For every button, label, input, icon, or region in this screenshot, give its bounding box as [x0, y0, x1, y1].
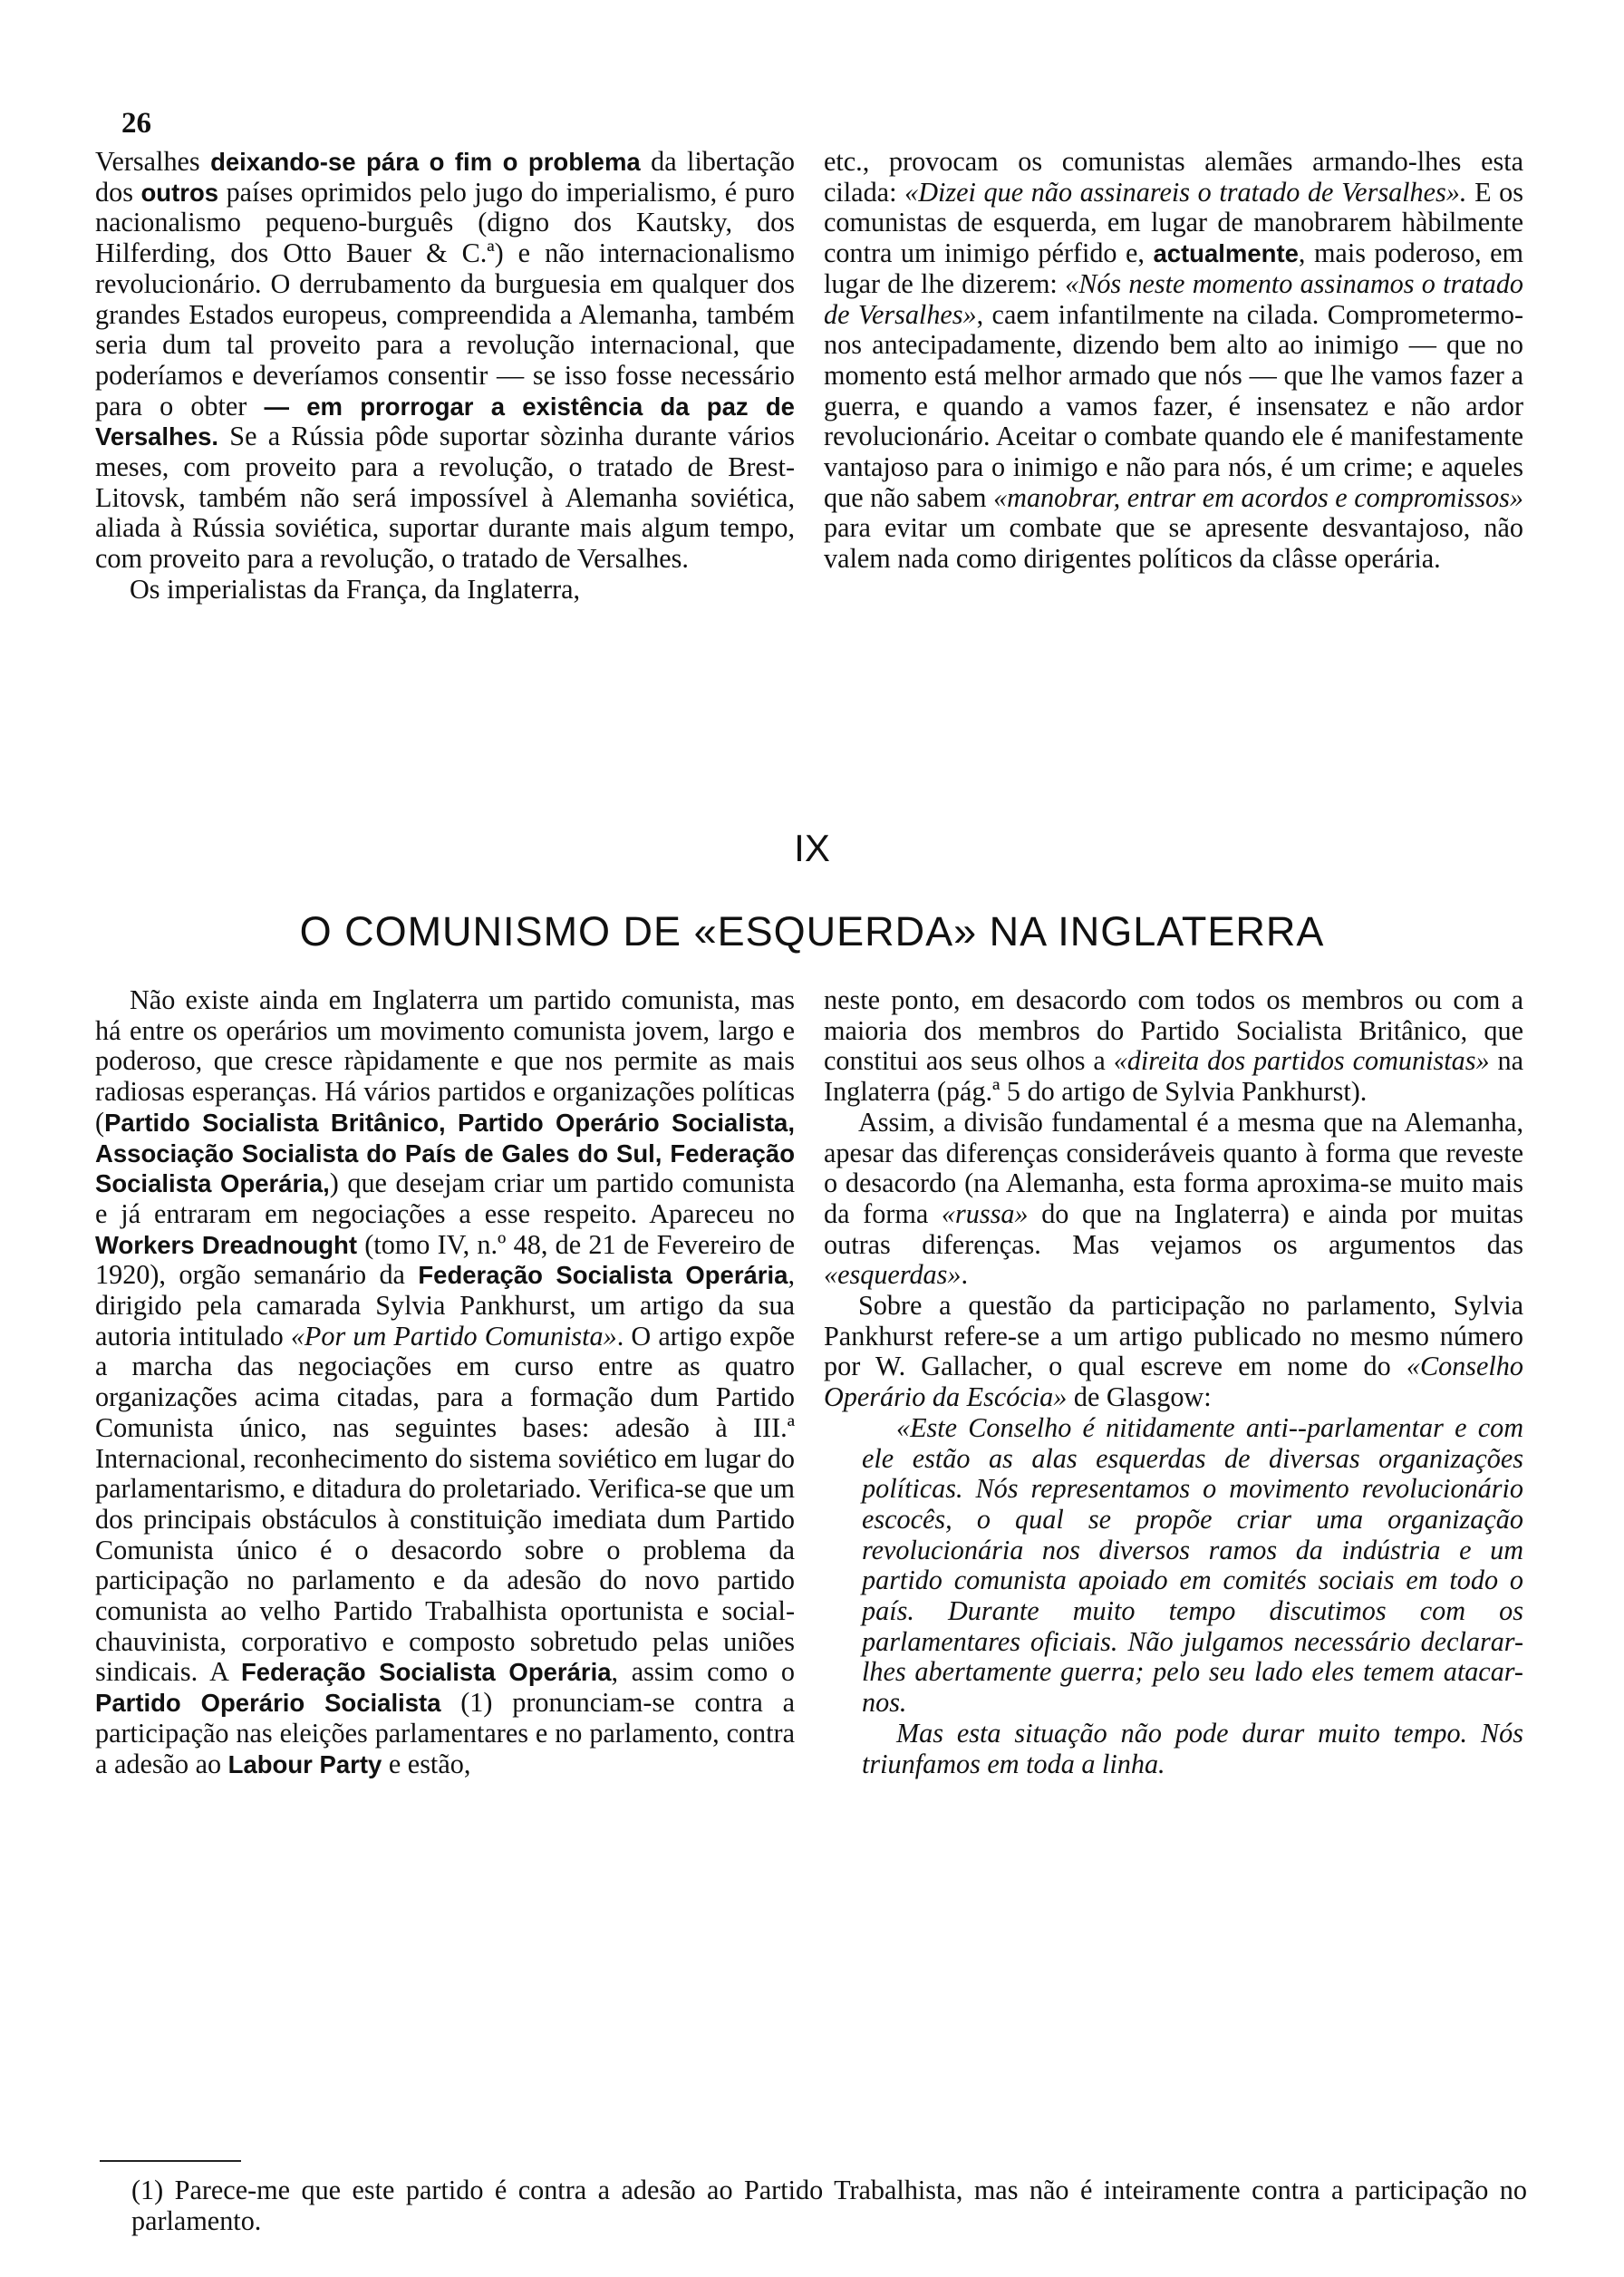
bold-text: — em prorrogar a existência da paz de Versalhes. [95, 392, 795, 451]
paragraph [95, 147, 795, 575]
text-run: E os comunistas de esquerda, em lugar de manobrarem hàbilmente contra um inimigo pérfido e, [824, 176, 1524, 269]
column-right-bottom [824, 985, 1523, 1779]
italic-text: «Conselho Operário da Escócia» [824, 1351, 1523, 1413]
italic-text: «Dizei que não assinareis o tratado de Versalhes». [904, 176, 1467, 208]
text-run: e estão, [382, 1748, 471, 1779]
italic-text: «Nós neste momento assinamos o tratado de Versalhes» [824, 267, 1524, 330]
text-run: neste ponto, em desacordo com todos os membros ou com a maioria dos membros do Partido Socialista Britânico, que constitui aos seus olhos a [824, 984, 1523, 1077]
paragraph [824, 1108, 1523, 1291]
italic-text: «russa» [941, 1197, 1029, 1229]
paragraph [95, 985, 795, 1779]
footnote-rule [100, 2160, 241, 2162]
page-number: 26 [121, 107, 151, 140]
bold-text: Federação Socialista Operária [240, 1658, 612, 1687]
column-left-bottom [95, 985, 795, 1779]
text-run: para evitar um combate que se apresente desvantajoso, não valem nada como dirigentes políticos da clâsse operária. [824, 512, 1523, 575]
quote-paragraph: «Este Conselho é nitidamente anti--parlamentar e com ele estão as alas esquerdas de diversas organizações políticas. Nós representamos o movimento revolucionário escocês, o qual se propõe criar uma organização revolucionária nos diversos ramos da indústria e um partido comunista apoiado em comités sociais em todo o país. Durante muito tempo discutimos com os parlamentares oficiais. Não julgamos necessário declarar-lhes abertamente guerra; pelo seu lado eles temem atacar-nos. [862, 1411, 1523, 1719]
text-run: Não existe ainda em Inglaterra um partido comunista, mas há entre os operários um movimento comunista jovem, largo e poderoso, que cresce ràpidamente e que nos permite as mais radiosas esperanças. Há vários partidos e organizações políticas ( [95, 984, 795, 1138]
italic-text: «direita dos partidos comunistas» [1113, 1045, 1490, 1077]
column-right-top [824, 147, 1523, 575]
text-run: , caem infantilmente na cilada. Comprometermo-nos antecipadamente, dizendo bem alto ao inimigo — que no momento está melhor armado que nós — que lhe vamos fazer a guerra, e quando a vamos fazer, é insensatez e não ardor revolucionário. Aceitar o combate quando ele é manifestamente vantajoso para o inimigo e não para nós, é um crime; e aqueles que não sabem [824, 298, 1523, 513]
italic-text: «manobrar, entrar em acordos e compromissos» [993, 481, 1524, 513]
text-run: etc., provocam os comunistas alemães armando-lhes esta cilada: [824, 146, 1523, 208]
bold-text: Labour Party [227, 1749, 382, 1778]
bold-text: actualmente [1153, 239, 1299, 268]
bold-text: Partido Socialista Britânico, Partido Operário Socialista, Associação Socialista do País de Gales do Sul, Federação Socialista Operária, [95, 1108, 795, 1198]
text-run: do que na Inglaterra) e ainda por muitas outras diferenças. Mas vejamos os argumentos das [824, 1197, 1523, 1260]
text-run: , mais poderoso, em lugar de lhe dizerem: [824, 237, 1524, 299]
chapter-number: IX [794, 827, 830, 869]
text-run: , dirigido pela camarada Sylvia Pankhurst, um artigo da sua autoria intitulado [95, 1259, 795, 1352]
bold-text: Federação Socialista Operária [418, 1261, 788, 1290]
bold-text: outros [140, 178, 219, 207]
text-run: . O artigo expõe a marcha das negociações em curso entre as quatro organizações acima citadas, para a formação dum Partido Comunista único, nas seguintes bases: adesão à III.ª Internacional, reconhecimento do sistema soviético em lugar do parlamentarismo, e ditadura do proletariado. Verifica-se que um dos principais obstáculos à constituição imediata dum Partido Comunista único é o desacordo sobre o problema da participação no parlamento e da adesão do novo partido comunista ao velho Partido Trabalhista oportunista e social-chauvinista, corporativo e composto sobretudo pelas uniões sindicais. A [95, 1320, 795, 1688]
text-run: Sobre a questão da participação no parlamento, Sylvia Pankhurst refere-se a um artigo publicado no mesmo número por W. Gallacher, o qual escreve em nome do [824, 1290, 1523, 1382]
quote-paragraph: Mas esta situação não pode durar muito tempo. Nós triunfamos em toda a linha. [862, 1717, 1523, 1779]
footnote: (1) Parece-me que este partido é contra a adesão ao Partido Trabalhista, mas não é inteiramente contra a participação no parlamento. [131, 2175, 1527, 2236]
text-run: na Inglaterra (pág.ª 5 do artigo de Sylvia Pankhurst). [824, 1045, 1523, 1108]
bold-text: Workers Dreadnought [95, 1230, 357, 1259]
text-run: , assim como o [611, 1656, 795, 1688]
text-run: da libertação dos [95, 146, 795, 208]
text-run: ) que desejam criar um partido comunista e já entraram em negociações a esse respeito. Apareceu no [95, 1168, 795, 1229]
text-run: (tomo IV, n.º 48, de 21 de Fevereiro de 1920), orgão semanário da [95, 1228, 795, 1291]
text-run: Assim, a divisão fundamental é a mesma que na Alemanha, apesar das diferenças consideráveis quanto à forma que reveste o desacordo (na Alemanha, esta forma aproxima-se muito mais da forma [824, 1106, 1523, 1229]
bold-text: deixando-se pára o fim o problema [210, 148, 641, 176]
text-run: Versalhes [95, 146, 211, 177]
text-run: de Glasgow: [1067, 1381, 1212, 1413]
chapter-title: O COMUNISMO DE «ESQUERDA» NA INGLATERRA [299, 908, 1325, 954]
text-run: países oprimidos pelo jugo do imperialismo, é puro nacionalismo pequeno-burguês (digno dos Kautsky, dos Hilferding, dos Otto Bauer & C.ª) e não internacionalismo revolucionário. O derrubamento da burguesia em qualquer dos grandes Estados europeus, compreendida a Alemanha, também seria dum tal proveito para a revolução internacional, que poderíamos e deveríamos consentir — se isso fosse necessário para o obter [95, 176, 796, 421]
block-quote [824, 1413, 1523, 1779]
paragraph [824, 1291, 1523, 1413]
bold-text: Partido Operário Socialista [95, 1689, 441, 1718]
text-run: Se a Rússia pôde suportar sòzinha durante vários meses, com proveito para a revolução, o tratado de Brest-Litovsk, também não será impossível à Alemanha soviética, aliada à Rússia soviética, suportar durante mais algum tempo, com proveito para a revolução, o tratado de Versalhes. [95, 421, 795, 575]
paragraph: Os imperialistas da França, da Inglaterra, [130, 573, 581, 605]
text-run: . [961, 1259, 969, 1291]
italic-text: «Por um Partido Comunista» [290, 1320, 617, 1352]
italic-text: «esquerdas» [824, 1259, 962, 1291]
column-left-top [95, 147, 795, 606]
text-run: (1) pronunciam-se contra a participação nas eleições parlamentares e no parlamento, contra a adesão ao [95, 1687, 795, 1779]
paragraph [824, 985, 1523, 1108]
paragraph [824, 147, 1523, 575]
